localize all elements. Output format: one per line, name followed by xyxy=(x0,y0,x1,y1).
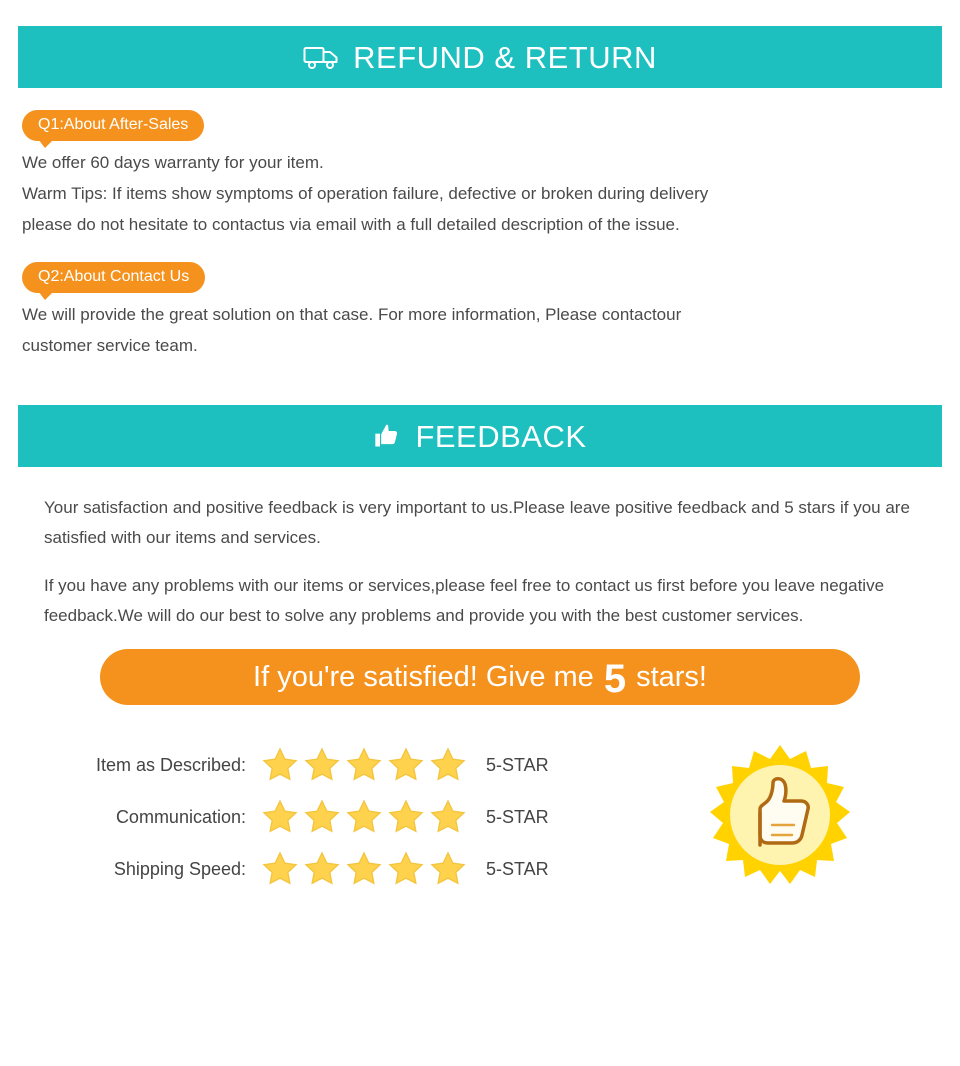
satisfied-banner-row xyxy=(0,649,960,705)
star-icon xyxy=(302,797,342,837)
star-icon xyxy=(428,797,468,837)
rating-value: 5-STAR xyxy=(486,858,549,879)
star-group xyxy=(260,797,468,837)
q1-line-1: We offer 60 days warranty for your item. xyxy=(22,153,324,172)
q1-line-3: please do not hesitate to contactus via email with a full detailed description of the issue. xyxy=(22,215,680,234)
star-group xyxy=(260,849,468,889)
rating-row xyxy=(60,739,624,791)
rating-label: Item as Described: xyxy=(95,754,246,775)
star-icon xyxy=(302,849,342,889)
q2-line-1: We will provide the great solution on that case. For more information, Please contactour xyxy=(22,305,682,324)
feedback-paragraph-1: Your satisfaction and positive feedback is very important to us.Please leave positive feedback and 5 stars if you are satisfied with our items and services. xyxy=(44,498,910,547)
thumbs-up-badge-icon xyxy=(624,739,936,893)
star-icon xyxy=(428,745,468,785)
rating-value: 5-STAR xyxy=(486,806,549,827)
satisfied-banner xyxy=(100,649,860,705)
star-group xyxy=(260,745,468,785)
star-icon xyxy=(302,745,342,785)
star-icon xyxy=(260,797,300,837)
rating-label: Communication: xyxy=(115,806,246,827)
star-icon xyxy=(386,849,426,889)
satisfied-highlight: 5 xyxy=(603,657,627,701)
rating-label: Shipping Speed: xyxy=(113,858,246,879)
star-icon xyxy=(344,797,384,837)
star-icon xyxy=(386,797,426,837)
truck-icon xyxy=(303,43,339,71)
refund-banner-title: REFUND & RETURN xyxy=(353,39,657,75)
q1-tag: Q1:About After-Sales xyxy=(22,110,204,141)
star-icon xyxy=(260,849,300,889)
ratings-list xyxy=(24,739,624,895)
star-icon xyxy=(386,745,426,785)
q1-line-2: Warm Tips: If items show symptoms of operation failure, defective or broken during delivery xyxy=(22,184,709,203)
satisfied-text-after: stars! xyxy=(636,660,707,693)
satisfied-text-before: If you're satisfied! Give me xyxy=(253,660,594,693)
ratings-area xyxy=(0,739,960,935)
promo-page xyxy=(0,26,960,1066)
feedback-paragraph-2: If you have any problems with our items or services,please feel free to contact us first before you leave negative feedback.We will do our best to solve any problems and provide you with the best customer services. xyxy=(44,576,885,625)
rating-value: 5-STAR xyxy=(486,754,549,775)
feedback-banner xyxy=(18,405,942,467)
q2-tag: Q2:About Contact Us xyxy=(22,262,205,293)
refund-banner xyxy=(18,26,942,88)
star-icon xyxy=(344,849,384,889)
rating-row xyxy=(60,843,624,895)
star-icon xyxy=(260,745,300,785)
rating-row xyxy=(60,791,624,843)
thumbs-up-icon xyxy=(373,422,401,450)
q2-line-2: customer service team. xyxy=(22,336,198,355)
feedback-text xyxy=(0,493,960,631)
feedback-banner-title: FEEDBACK xyxy=(415,418,587,454)
star-icon xyxy=(428,849,468,889)
qa-section xyxy=(0,88,960,361)
star-icon xyxy=(344,745,384,785)
